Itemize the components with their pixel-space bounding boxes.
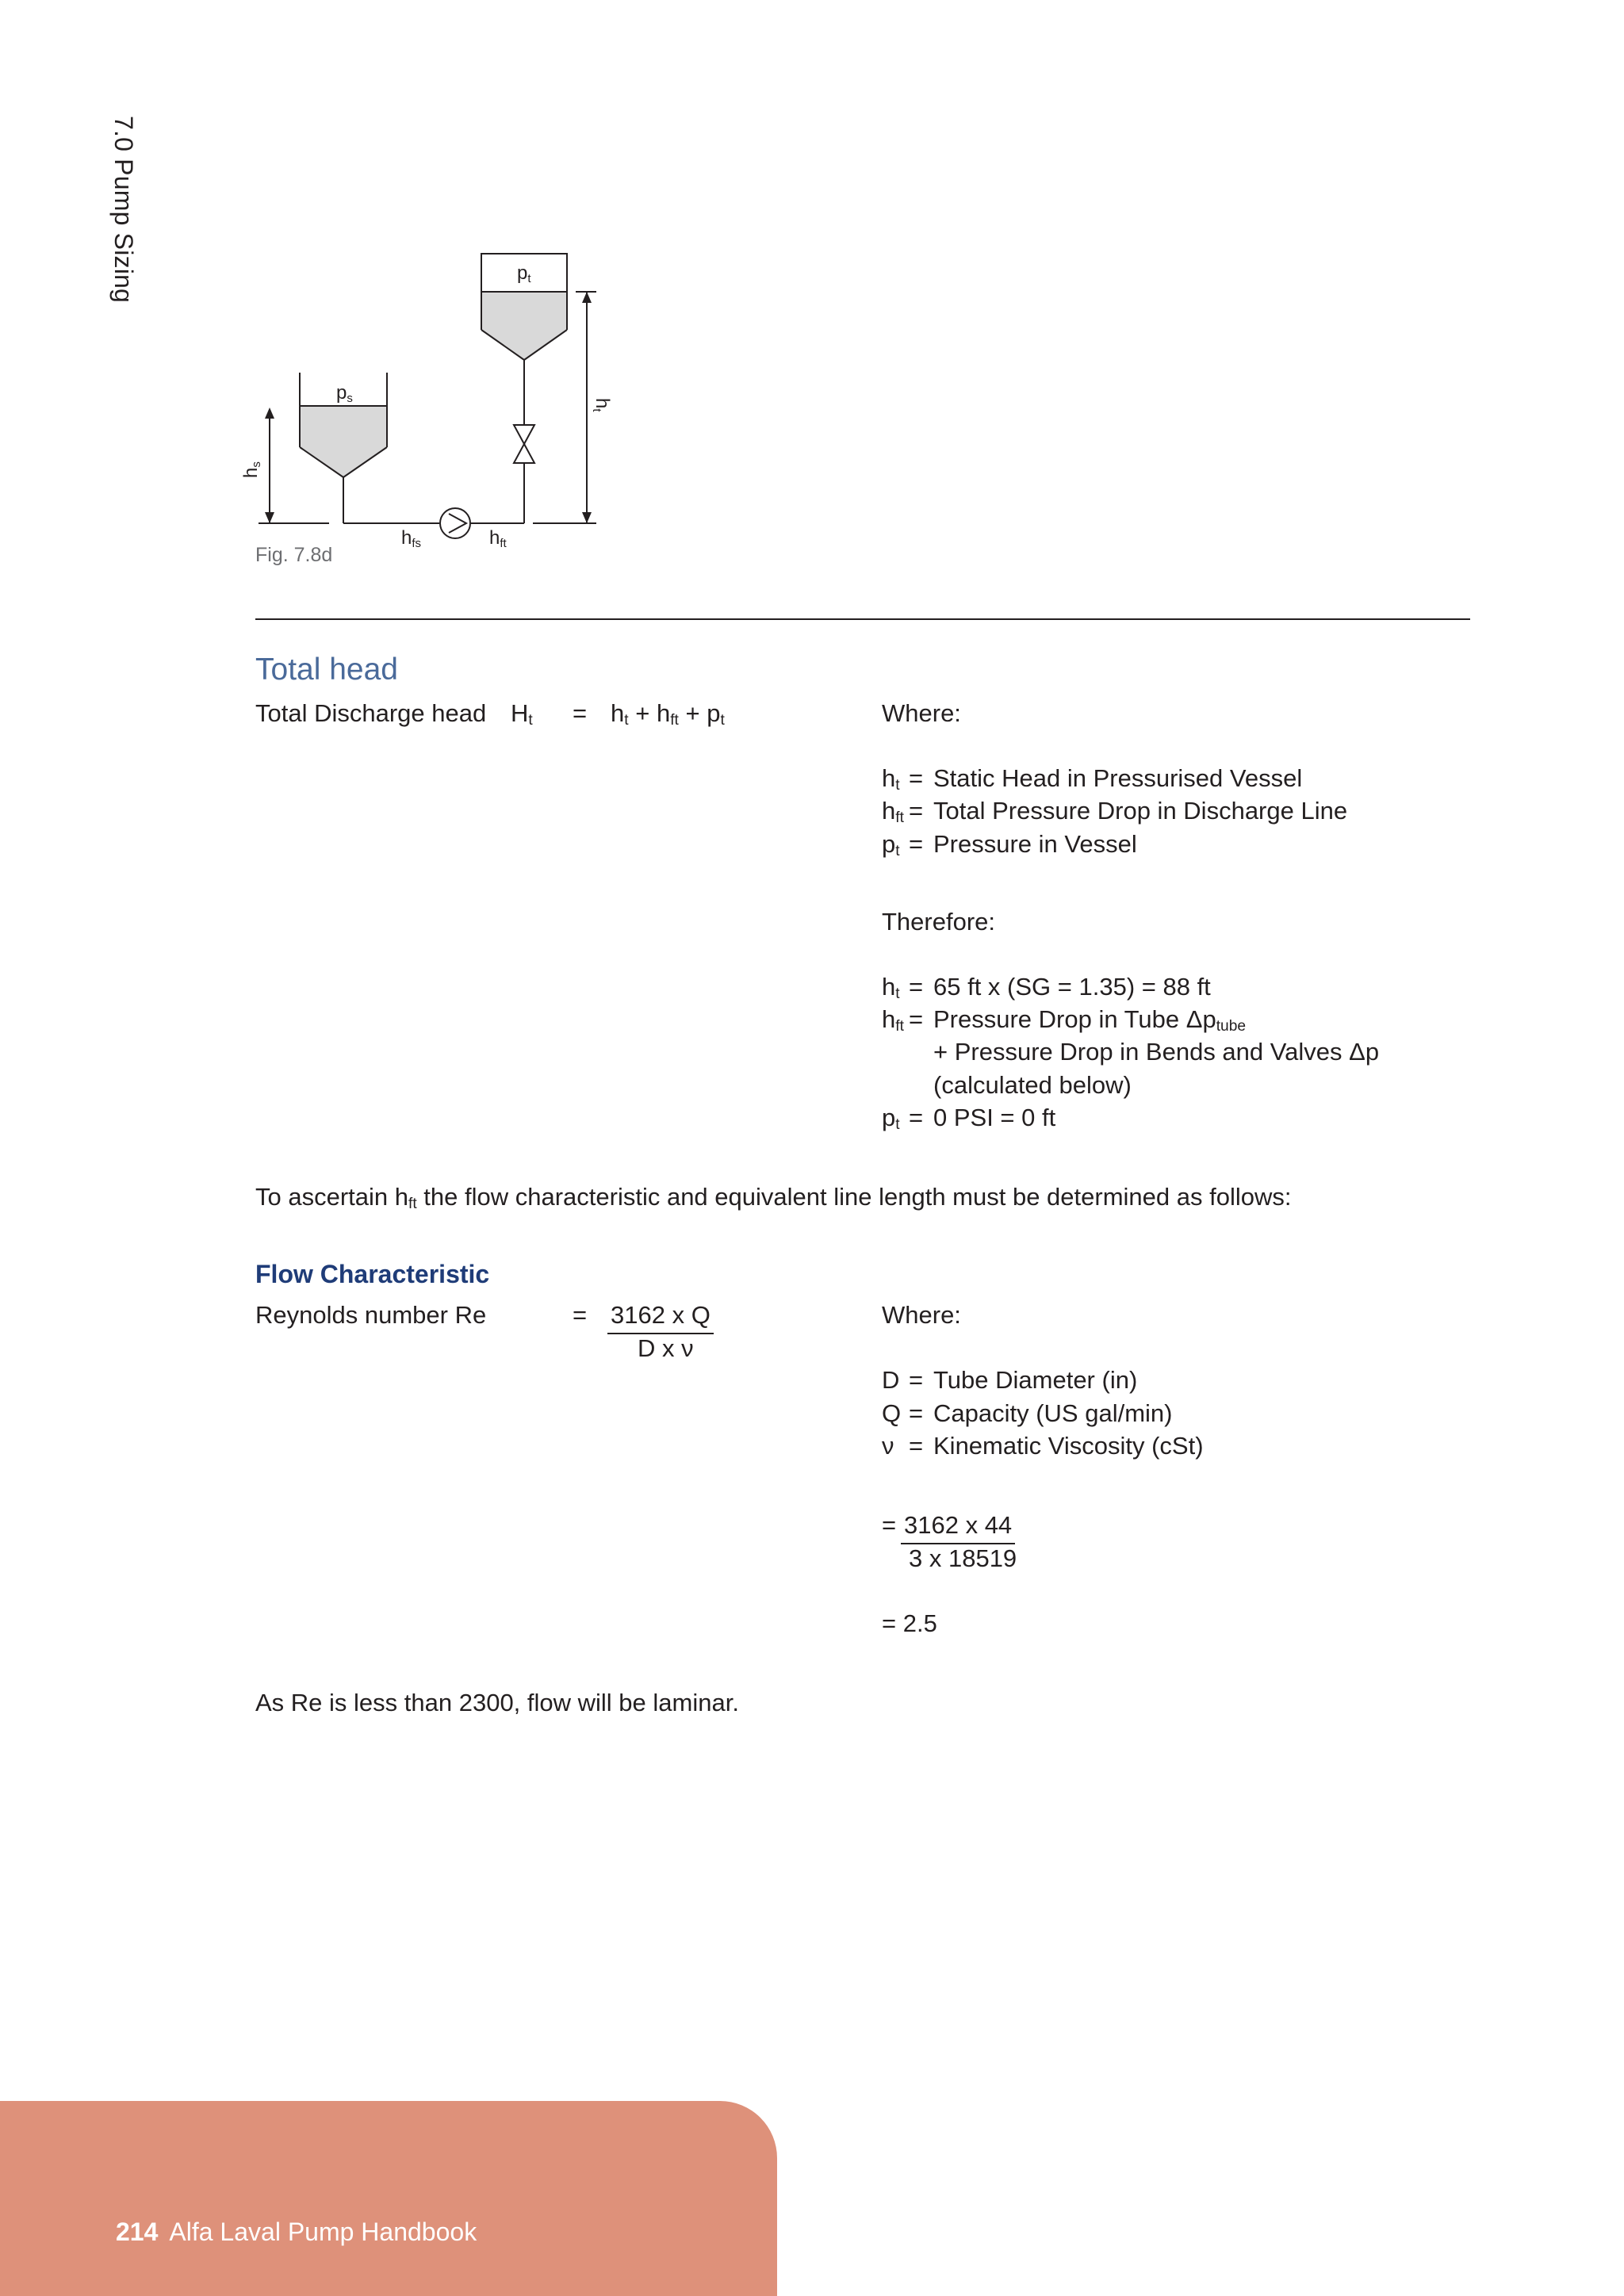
label-ht: ht — [590, 398, 613, 412]
flow-characteristic-title: Flow Characteristic — [255, 1260, 490, 1288]
where-label-2: Where: — [882, 1301, 961, 1329]
conclusion-paragraph: As Re is less than 2300, flow will be laminar. — [255, 1689, 739, 1716]
definition-nu: ν — [882, 1432, 894, 1460]
valve-icon — [514, 425, 534, 444]
total-head-title: Total head — [255, 652, 398, 687]
value-continuation: (calculated below) — [933, 1071, 1132, 1099]
definition-eq: = — [909, 1432, 924, 1460]
reynolds-numerator: 3162 x Q — [607, 1299, 714, 1334]
discharge-tank-liquid — [481, 292, 567, 360]
value-text: Pressure Drop in Tube $\Delta p_{tube}$ — [933, 1005, 1247, 1035]
footer-title: Alfa Laval Pump Handbook — [169, 2218, 477, 2246]
value-eq: = — [909, 1005, 924, 1033]
definition-hft: $h_{ft}$ — [882, 797, 904, 827]
value-ht: $h_t$ — [882, 973, 900, 1003]
where-label-1: Where: — [882, 699, 961, 727]
label-pt: pt — [517, 262, 531, 285]
therefore-label: Therefore: — [882, 908, 996, 936]
definition-eq: = — [909, 797, 924, 825]
reynolds-equals: = — [573, 1301, 588, 1329]
label-hft: hft — [489, 527, 507, 550]
label-ps: ps — [336, 382, 353, 405]
page-number: 214 — [116, 2218, 159, 2246]
total-head-formula: $h_t + h_{ft} + p_t$ — [611, 699, 725, 729]
reynolds-label: Reynolds number Re — [255, 1301, 487, 1329]
definition-eq: = — [909, 1399, 924, 1427]
calc-equals: = — [882, 1511, 897, 1539]
reynolds-denominator: D x ν — [638, 1334, 694, 1362]
definition-text: Kinematic Viscosity (cSt) — [933, 1432, 1204, 1460]
section-tab: 7.0 Pump Sizing — [109, 116, 138, 304]
value-text: 0 PSI = 0 ft — [933, 1104, 1056, 1131]
suction-tank-liquid — [300, 406, 387, 477]
ascertain-paragraph: To ascertain $h_{ft}$ the flow characteristic and equivalent line length must be determined as follows: — [255, 1183, 1292, 1213]
total-head-equals: = — [573, 699, 588, 727]
value-eq: = — [909, 973, 924, 1001]
label-hfs: hfs — [401, 527, 422, 550]
value-hft: $h_{ft}$ — [882, 1005, 904, 1035]
footer-band — [0, 2101, 777, 2296]
definition-text: Pressure in Vessel — [933, 830, 1137, 858]
definition-eq: = — [909, 830, 924, 858]
total-discharge-label: Total Discharge head — [255, 699, 487, 727]
definition-text: Tube Diameter (in) — [933, 1366, 1138, 1394]
figure-caption: Fig. 7.8d — [255, 544, 333, 566]
definition-text: Total Pressure Drop in Discharge Line — [933, 797, 1348, 825]
value-pt: $p_t$ — [882, 1104, 900, 1134]
calc-numerator: 3162 x 44 — [901, 1509, 1015, 1544]
section-divider — [255, 618, 1470, 620]
pump-system-diagram — [238, 238, 650, 555]
definition-eq: = — [909, 1366, 924, 1394]
definition-text: Capacity (US gal/min) — [933, 1399, 1173, 1427]
value-continuation: + Pressure Drop in Bends and Valves Δp — [933, 1038, 1380, 1066]
value-eq: = — [909, 1104, 924, 1131]
definition-ht: $h_t$ — [882, 764, 900, 794]
footer — [116, 2218, 477, 2247]
value-text: 65 ft x (SG = 1.35) = 88 ft — [933, 973, 1211, 1001]
definition-q: Q — [882, 1399, 902, 1427]
calc-denominator: 3 x 18519 — [909, 1544, 1017, 1572]
definition-pt: $p_t$ — [882, 830, 900, 860]
total-head-symbol: $H_t$ — [511, 699, 533, 729]
definition-text: Static Head in Pressurised Vessel — [933, 764, 1303, 792]
calc-result: = 2.5 — [882, 1609, 937, 1637]
definition-eq: = — [909, 764, 924, 792]
definition-d: D — [882, 1366, 900, 1394]
label-hs: hs — [240, 461, 263, 478]
